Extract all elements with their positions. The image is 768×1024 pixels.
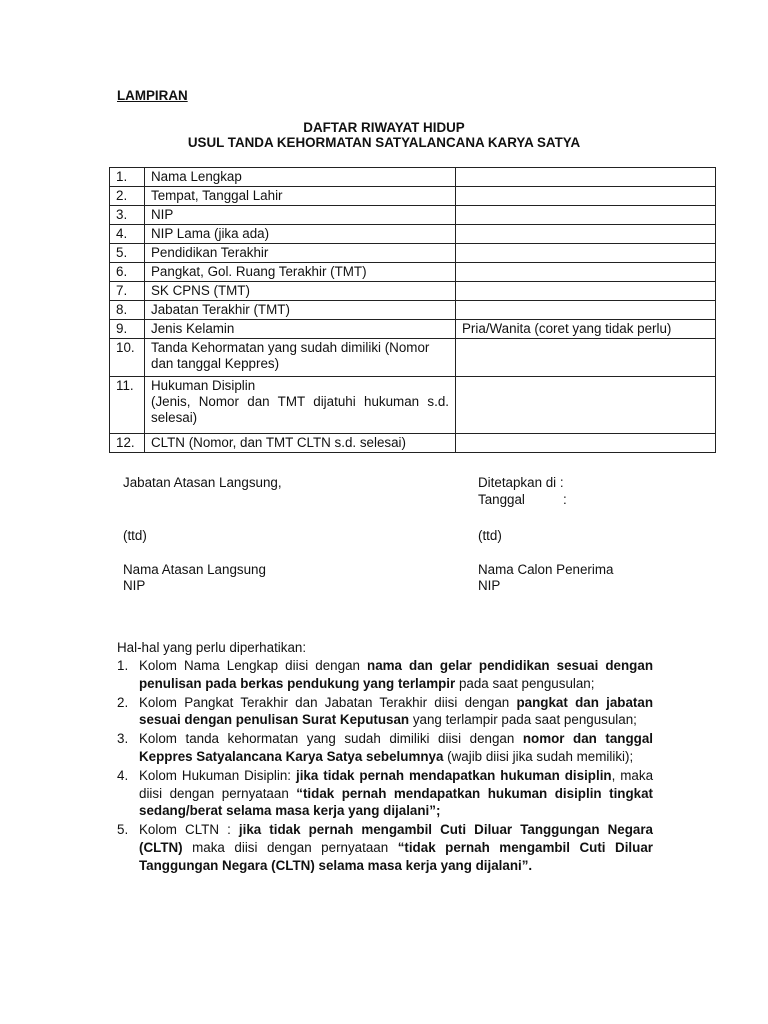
table-row: [110, 339, 716, 377]
row-value[interactable]: [456, 263, 716, 282]
table-row: [110, 301, 716, 320]
table-row: [110, 187, 716, 206]
row-label: Pendidikan Terakhir: [145, 244, 456, 263]
table-row: [110, 434, 716, 453]
row-value[interactable]: [456, 377, 716, 434]
note-emphasis: jika tidak pernah mendapatkan hukuman disiplin: [295, 767, 612, 783]
document-subtitle: USUL TANDA KEHORMATAN SATYALANCANA KARYA SATYA: [187, 135, 581, 150]
row-number: 7.: [110, 282, 145, 301]
row-label: Pangkat, Gol. Ruang Terakhir (TMT): [145, 263, 456, 282]
supervisor-signature: (ttd): [123, 528, 147, 543]
note-text: pada saat pengusulan;: [455, 675, 595, 691]
row-value[interactable]: [456, 225, 716, 244]
list-number: 1.: [117, 658, 129, 673]
row-label-detail: (Jenis, Nomor dan TMT dijatuhi hukuman s.d. selesai): [151, 394, 449, 425]
row-value[interactable]: [456, 187, 716, 206]
row-label: NIP: [145, 206, 456, 225]
row-label: CLTN (Nomor, dan TMT CLTN s.d. selesai): [145, 434, 456, 453]
row-value[interactable]: [456, 244, 716, 263]
row-value[interactable]: [456, 282, 716, 301]
note-emphasis: “tidak pernah mengambil Cuti Diluar Tanggungan Negara (CLTN) selama masa kerja yang dijalani”.: [139, 839, 653, 873]
table-row: [110, 377, 716, 434]
table-row: [110, 206, 716, 225]
attachment-label: LAMPIRAN: [117, 88, 188, 103]
row-number: 12.: [110, 434, 145, 453]
note-emphasis: nama dan gelar pendidikan sesuai dengan penulisan pada berkas pendukung yang terlampir: [139, 658, 653, 691]
row-value[interactable]: Pria/Wanita (coret yang tidak perlu): [456, 320, 716, 339]
list-number: 4.: [117, 767, 129, 783]
recipient-nip: NIP: [478, 578, 501, 593]
note-text: Kolom tanda kehormatan yang sudah dimiliki diisi dengan: [139, 731, 523, 747]
supervisor-name: Nama Atasan Langsung: [123, 562, 266, 577]
note-emphasis: nomor dan tanggal Keppres Satyalancana Karya Satya sebelumnya: [139, 731, 653, 764]
row-number: 6.: [110, 263, 145, 282]
list-number: 3.: [117, 731, 129, 747]
list-item: [117, 730, 653, 766]
supervisor-title: Jabatan Atasan Langsung,: [123, 475, 282, 490]
note-text: yang terlampir pada saat pengusulan;: [409, 712, 637, 728]
row-value[interactable]: [456, 206, 716, 225]
note-emphasis: jika tidak pernah mengambil Cuti Diluar Tanggungan Negara (CLTN): [139, 822, 654, 855]
row-number: 11.: [110, 377, 145, 434]
row-number: 1.: [110, 168, 145, 187]
row-label: [145, 377, 456, 434]
row-label: SK CPNS (TMT): [145, 282, 456, 301]
recipient-name: Nama Calon Penerima: [478, 562, 614, 577]
issued-date-colon: :: [563, 492, 567, 507]
row-value[interactable]: [456, 339, 716, 377]
table-row: [110, 282, 716, 301]
cv-table: [109, 167, 716, 453]
row-label: Jenis Kelamin: [145, 320, 456, 339]
row-label: Tanda Kehormatan yang sudah dimiliki (Nomor dan tanggal Keppres): [145, 339, 456, 377]
row-label-main: Hukuman Disiplin: [151, 378, 256, 393]
note-emphasis: “tidak pernah mendapatkan hukuman disiplin tingkat sedang/berat selama masa kerja yang dijalani”;: [139, 785, 654, 819]
row-number: 4.: [110, 225, 145, 244]
row-label: Nama Lengkap: [145, 168, 456, 187]
table-row: [110, 168, 716, 187]
note-emphasis: pangkat dan jabatan sesuai dengan penulisan Surat Keputusan: [139, 694, 653, 728]
note-text: maka diisi dengan pernyataan: [182, 839, 398, 855]
row-value[interactable]: [456, 168, 716, 187]
table-row: [110, 225, 716, 244]
notes-list: [117, 657, 653, 876]
document-title: DAFTAR RIWAYAT HIDUP: [303, 120, 465, 135]
list-item: [117, 767, 653, 820]
row-number: 10.: [110, 339, 145, 377]
list-item: [117, 657, 653, 693]
supervisor-nip: NIP: [123, 578, 146, 593]
note-text: Kolom CLTN :: [139, 822, 239, 838]
row-number: 8.: [110, 301, 145, 320]
row-label: Jabatan Terakhir (TMT): [145, 301, 456, 320]
table-row: [110, 244, 716, 263]
row-label: Tempat, Tanggal Lahir: [145, 187, 456, 206]
row-value[interactable]: [456, 301, 716, 320]
row-number: 9.: [110, 320, 145, 339]
notes-heading: Hal-hal yang perlu diperhatikan:: [117, 640, 307, 655]
row-number: 2.: [110, 187, 145, 206]
note-text: Kolom Pangkat Terakhir dan Jabatan Terakhir diisi dengan: [139, 694, 517, 710]
recipient-signature: (ttd): [478, 528, 502, 543]
note-text: Kolom Nama Lengkap diisi dengan: [139, 658, 368, 673]
issued-date-label: Tanggal: [478, 492, 525, 507]
list-item: [117, 821, 653, 874]
note-text: Kolom Hukuman Disiplin:: [139, 767, 296, 783]
row-label: NIP Lama (jika ada): [145, 225, 456, 244]
list-number: 5.: [117, 822, 129, 838]
list-item: [117, 694, 653, 730]
table-row: [110, 320, 716, 339]
row-number: 3.: [110, 206, 145, 225]
list-number: 2.: [117, 694, 129, 710]
note-text: , maka diisi dengan pernyataan: [139, 767, 654, 801]
row-number: 5.: [110, 244, 145, 263]
issued-at: Ditetapkan di :: [478, 475, 564, 490]
note-text: (wajib diisi jika sudah memiliki);: [443, 748, 634, 764]
row-value[interactable]: [456, 434, 716, 453]
table-row: [110, 263, 716, 282]
